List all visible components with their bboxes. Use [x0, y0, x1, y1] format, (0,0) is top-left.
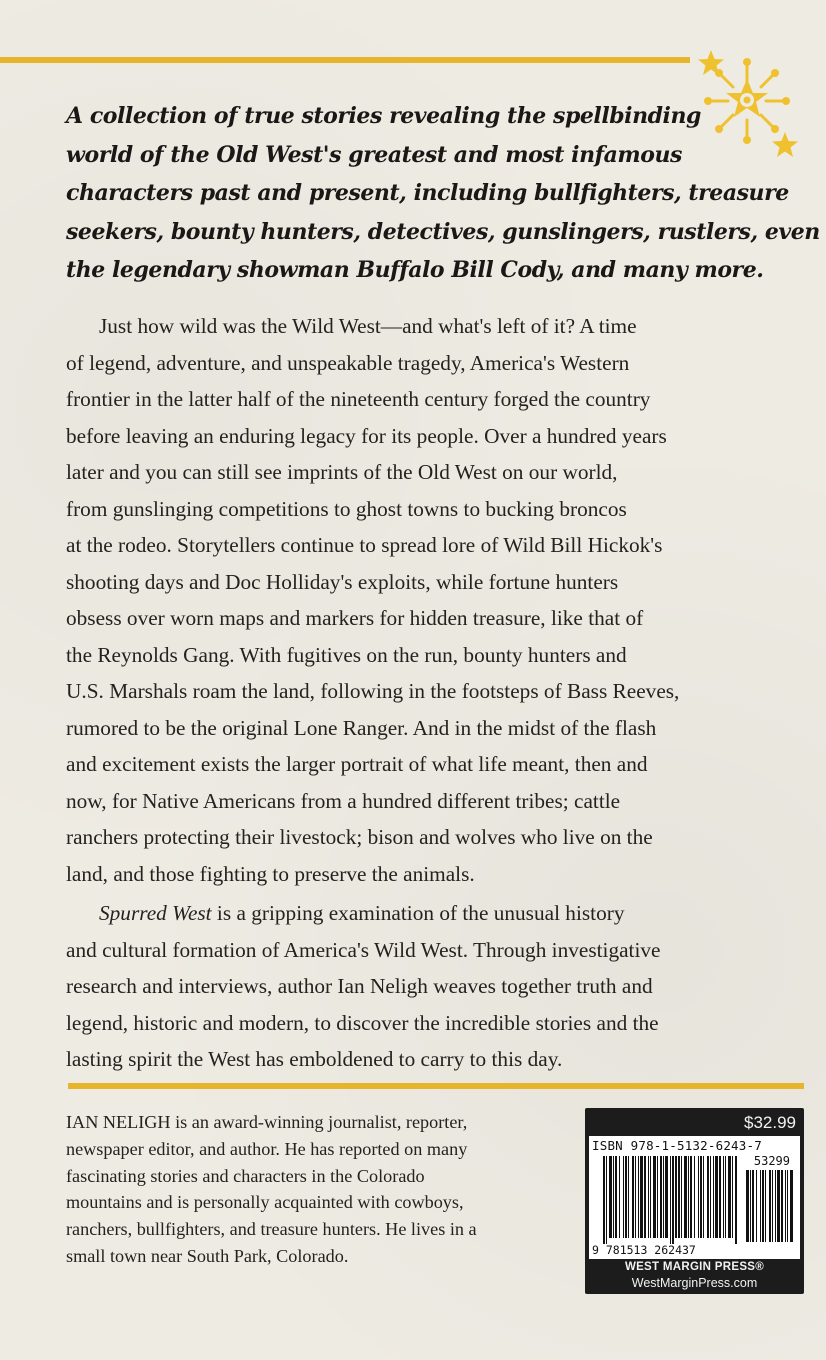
barcode-addon-bar: [781, 1170, 783, 1242]
tagline: [66, 97, 820, 290]
barcode-addon-bar: [765, 1170, 766, 1242]
barcode-bar: [710, 1156, 711, 1238]
description-line: lasting spirit the West has emboldened to carry to this day.: [66, 1047, 563, 1071]
barcode-bar: [663, 1156, 664, 1238]
description-line: [66, 895, 786, 932]
barcode-bar: [638, 1156, 639, 1238]
tagline-line: the legendary showman Buffalo Bill Cody, and many more.: [66, 257, 764, 283]
barcode-bar: [694, 1156, 695, 1238]
description-line: shooting days and Doc Holliday's exploits, while fortune hunters: [66, 569, 619, 594]
barcode-bar: [728, 1156, 731, 1238]
barcode-bar: [653, 1156, 656, 1238]
publisher-url: WestMarginPress.com: [631, 1276, 758, 1290]
barcode-bar: [650, 1156, 651, 1238]
barcode-bar: [672, 1156, 674, 1244]
barcode-bar: [698, 1156, 699, 1238]
barcode-bar: [715, 1156, 718, 1238]
barcode-bar: [700, 1156, 702, 1238]
barcode-bar: [681, 1156, 682, 1238]
barcode-addon-bar: [787, 1170, 788, 1242]
barcode-bar: [678, 1156, 680, 1238]
bio-line: ranchers, bullfighters, and treasure hunters. He lives in a: [66, 1219, 477, 1240]
description-line: from gunslinging competitions to ghost towns to bucking broncos: [66, 496, 627, 521]
barcode-bar: [703, 1156, 704, 1238]
description-line: land, and those fighting to preserve the animals.: [66, 861, 475, 886]
small-star-icon: [772, 132, 798, 157]
barcode-bar: [719, 1156, 721, 1238]
barcode-addon-bar: [790, 1170, 793, 1242]
description-line: and excitement exists the larger portrait of what life meant, then and: [66, 752, 648, 776]
barcode-addon-bar: [762, 1170, 764, 1242]
barcode-bar: [713, 1156, 714, 1238]
price: $32.99: [744, 1113, 796, 1132]
barcode-bar: [688, 1156, 689, 1238]
description-line: at the rodeo. Storytellers continue to spread lore of Wild Bill Hickok's: [66, 533, 663, 557]
top-gold-rule: [0, 57, 690, 63]
barcode-bar: [670, 1156, 671, 1244]
barcode-bar: [735, 1156, 737, 1244]
barcode-bar: [603, 1156, 605, 1244]
barcode-addon-bar: [775, 1170, 776, 1242]
bio-line: newspaper editor, and author. He has reported on many: [66, 1138, 468, 1159]
tagline-line: seekers, bounty hunters, detectives, gunslingers, rustlers, even: [66, 218, 820, 245]
description: [66, 308, 786, 1078]
main-digits: 9 781513 262437: [592, 1243, 696, 1257]
barcode-bar: [707, 1156, 709, 1238]
barcode-bar: [606, 1156, 607, 1244]
barcode-label: [589, 1136, 800, 1259]
description-line: frontier in the latter half of the nineteenth century forged the country: [66, 387, 651, 411]
barcode-bar: [619, 1156, 620, 1238]
description-line: the Reynolds Gang. With fugitives on the run, bounty hunters and: [66, 642, 627, 667]
tagline-line: world of the Old West's greatest and most infamous: [66, 141, 682, 168]
description-line: U.S. Marshals roam the land, following in the footsteps of Bass Reeves,: [66, 679, 680, 703]
description-line: Just how wild was the Wild West—and what's left of it? A time: [99, 314, 637, 338]
barcode-addon-bar: [785, 1170, 786, 1242]
barcode-bar: [732, 1156, 733, 1238]
middle-gold-rule: [68, 1083, 804, 1089]
description-line-rest: is a gripping examination of the unusual history: [211, 901, 625, 925]
barcode-bar: [628, 1156, 629, 1238]
barcode-addon-bar: [769, 1170, 771, 1242]
barcode-bar: [660, 1156, 662, 1238]
description-line: obsess over worn maps and markers for hidden treasure, like that of: [66, 606, 644, 630]
book-title: Spurred West: [99, 901, 212, 925]
description-line: now, for Native Americans from a hundred different tribes; cattle: [66, 788, 621, 813]
author-bio: [66, 1109, 556, 1270]
tagline-line: A collection of true stories revealing the spellbinding: [66, 103, 701, 129]
description-line: and cultural formation of America's Wild West. Through investigative: [66, 937, 661, 962]
barcode-bar: [609, 1156, 612, 1238]
description-line: before leaving an enduring legacy for its people. Over a hundred years: [66, 423, 667, 448]
description-line: research and interviews, author Ian Neligh weaves together truth and: [66, 974, 653, 998]
barcode-bar: [725, 1156, 726, 1238]
barcode-bar: [613, 1156, 614, 1238]
barcode-addon-bar: [777, 1170, 780, 1242]
barcode-bar: [632, 1156, 634, 1238]
description-line: rumored to be the original Lone Ranger. And in the midst of the flash: [66, 715, 657, 740]
barcode-addon-bar: [756, 1170, 757, 1242]
description-line: legend, historic and modern, to discover the incredible stories and the: [66, 1010, 659, 1035]
bio-line: small town near South Park, Colorado.: [66, 1245, 349, 1266]
barcode-bar: [690, 1156, 692, 1238]
barcode-bar: [675, 1156, 677, 1238]
tagline-line: characters past and present, including bullfighters, treasure: [66, 180, 789, 206]
barcode-bar: [623, 1156, 624, 1238]
barcode-addon-bar: [750, 1170, 751, 1242]
barcode-bar: [625, 1156, 627, 1238]
description-line: later and you can still see imprints of the Old West on our world,: [66, 460, 618, 484]
publisher-name: WEST MARGIN PRESS®: [624, 1261, 765, 1273]
barcode-bar: [648, 1156, 649, 1238]
barcode-addon-bar: [752, 1170, 754, 1242]
bio-line: fascinating stories and characters in the Colorado: [66, 1165, 425, 1186]
bio-line: mountains and is personally acquainted with cowboys,: [66, 1192, 464, 1213]
addon-digits: 53299: [753, 1154, 790, 1168]
barcode-bar: [640, 1156, 643, 1238]
description-line: ranchers protecting their livestock; bison and wolves who live on the: [66, 825, 653, 849]
barcode-box: [585, 1108, 804, 1294]
bio-line: IAN NELIGH is an award-winning journalist, reporter,: [66, 1112, 468, 1132]
barcode-addon-bar: [746, 1170, 749, 1242]
barcode-bar: [615, 1156, 617, 1238]
barcode-bar: [644, 1156, 646, 1238]
barcode-bar: [684, 1156, 687, 1238]
barcode-addon-bar: [772, 1170, 773, 1242]
barcode-bar: [657, 1156, 658, 1238]
barcode-bar: [723, 1156, 724, 1238]
barcode-addon-bar: [760, 1170, 761, 1242]
barcode-bar: [665, 1156, 668, 1238]
barcode-bar: [635, 1156, 636, 1238]
description-line: of legend, adventure, and unspeakable tragedy, America's Western: [66, 350, 630, 375]
isbn-label: ISBN 978-1-5132-6243-7: [592, 1138, 762, 1153]
